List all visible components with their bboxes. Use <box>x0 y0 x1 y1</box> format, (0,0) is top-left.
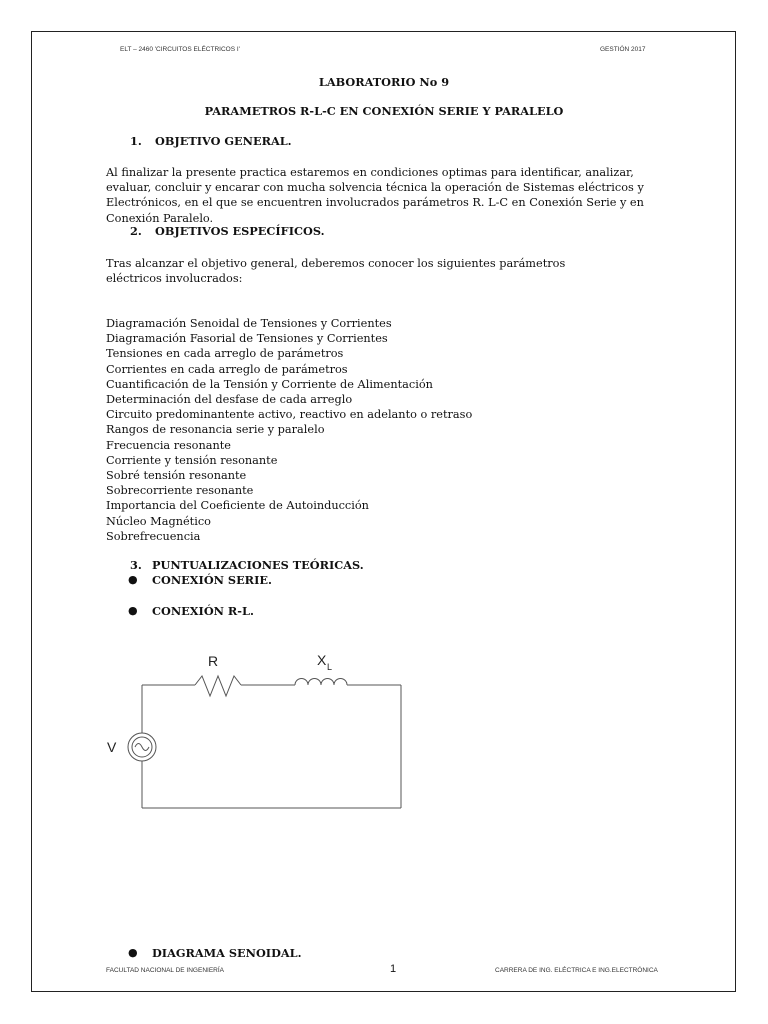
resistor-symbol <box>195 676 241 696</box>
list-item: Circuito predominantente activo, reactivo en adelanto o retraso <box>106 408 473 422</box>
section2-intro: Tras alcanzar el objetivo general, deberemos conocer los siguientes parámetros eléctricos involucrados: <box>106 257 566 286</box>
resistor-label: R <box>208 653 219 669</box>
header-left: ELT – 2460 'CIRCUITOS ELÉCTRICOS I' <box>120 46 240 53</box>
section2-heading: OBJETIVOS ESPECÍFICOS. <box>155 224 325 238</box>
section1-heading: OBJETIVO GENERAL. <box>155 134 292 148</box>
document-title: LABORATORIO No 9 <box>318 75 450 89</box>
inductor-label: X <box>317 652 327 668</box>
footer-right: CARRERA DE ING. ELÉCTRICA E ING.ELECTRÓNICA <box>495 967 658 974</box>
list-item: Diagramación Fasorial de Tensiones y Corrientes <box>106 332 388 346</box>
specific-objectives-list <box>106 316 472 544</box>
list-item: Cuantificación de la Tensión y Corriente de Alimentación <box>106 377 433 391</box>
bullet-diagrama-senoidal: DIAGRAMA SENOIDAL. <box>152 946 302 960</box>
footer-left: FACULTAD NACIONAL DE INGENIERÍA <box>106 967 224 974</box>
section3-number: 3. <box>130 558 142 572</box>
list-item: Frecuencia resonante <box>106 438 231 452</box>
list-item: Importancia del Coeficiente de Autoinducción <box>106 499 369 513</box>
bullet-icon: ● <box>128 946 138 959</box>
header-right: GESTIÓN 2017 <box>600 46 646 53</box>
section1-paragraph: Al finalizar la presente practica estaremos en condiciones optimas para identificar, analizar, evaluar, concluir y encarar con mucha solvencia técnica la operación de Sistemas eléctricos y Electrónicos, en el que se encuentren involucrados parámetros R. L-C en Conexión Serie y en Conexión Paralelo. <box>106 166 644 225</box>
list-item: Diagramación Senoidal de Tensiones y Corrientes <box>106 317 392 330</box>
list-item: Tensiones en cada arreglo de parámetros <box>106 347 344 361</box>
document-subtitle: PARAMETROS R-L-C EN CONEXIÓN SERIE Y PARALELO <box>204 104 564 118</box>
bullet-icon: ● <box>128 604 138 617</box>
inductor-subscript: L <box>327 662 333 672</box>
list-item: Rangos de resonancia serie y paralelo <box>106 423 325 437</box>
list-item: Corriente y tensión resonante <box>106 453 278 467</box>
list-item: Corrientes en cada arreglo de parámetros <box>106 362 348 376</box>
section3-heading: PUNTUALIZACIONES TEÓRICAS. <box>152 558 364 572</box>
list-item: Núcleo Magnético <box>106 514 211 528</box>
section1-number: 1. <box>130 134 142 148</box>
list-item: Sobrecorriente resonante <box>106 484 254 498</box>
bullet-conexion-rl: CONEXIÓN R-L. <box>152 604 254 618</box>
rl-circuit-diagram <box>100 640 420 824</box>
list-item: Sobrefrecuencia <box>106 529 201 543</box>
voltage-label: V <box>107 739 117 755</box>
list-item: Determinación del desfase de cada arreglo <box>106 393 353 407</box>
page-number: 1 <box>390 963 397 975</box>
section2-number: 2. <box>130 224 142 238</box>
bullet-icon: ● <box>128 573 138 586</box>
list-item: Sobré tensión resonante <box>106 469 247 483</box>
bullet-conexion-serie: CONEXIÓN SERIE. <box>152 573 272 587</box>
inductor-symbol <box>295 679 347 686</box>
